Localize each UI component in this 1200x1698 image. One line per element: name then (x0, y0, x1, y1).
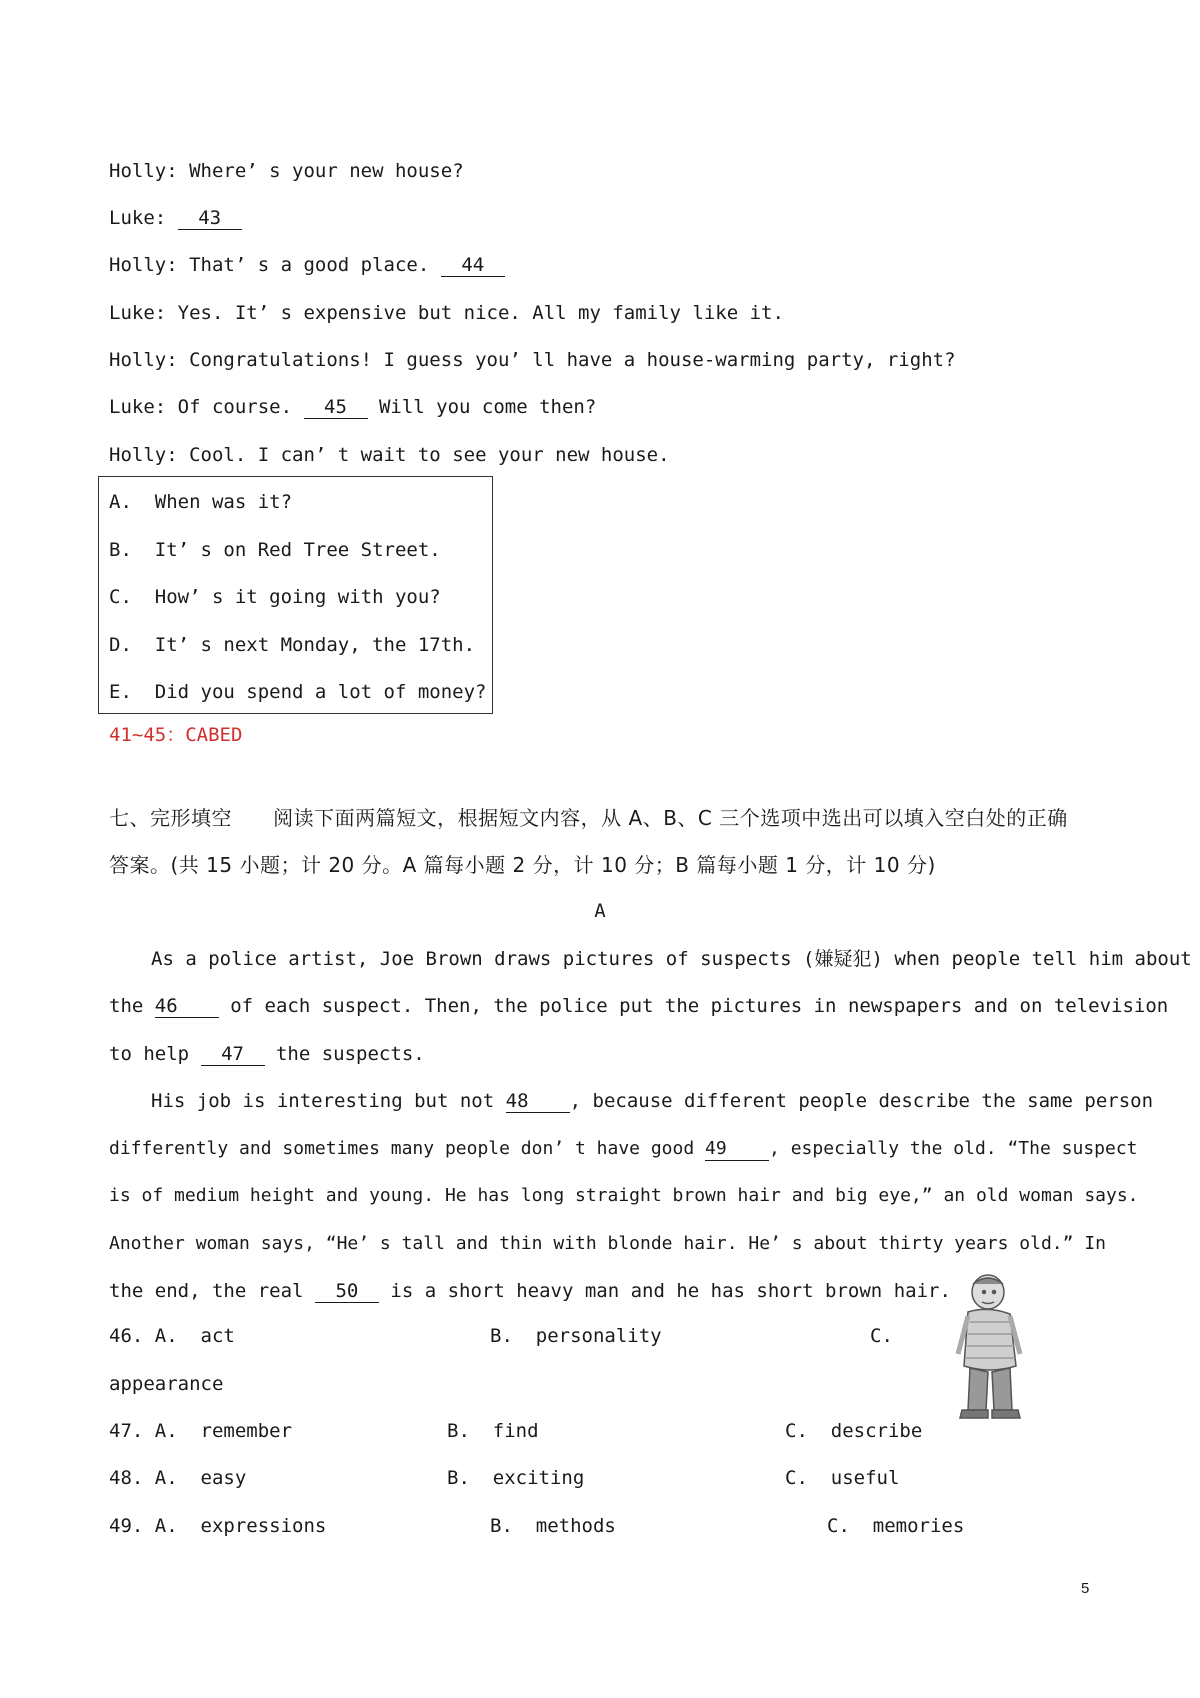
dialogue-line-7 (109, 442, 670, 468)
speaker: Holly: (109, 349, 178, 371)
blank-47: 47 (201, 1043, 265, 1066)
dialogue-line-3 (109, 252, 505, 278)
option-c: C. How’ s it going with you? (109, 586, 441, 608)
passage-line-2 (109, 993, 1169, 1019)
option-a: A. When was it? (109, 491, 293, 513)
passage-text: to help (109, 1043, 190, 1065)
speaker: Luke: (109, 396, 167, 418)
blank-48: 48 (506, 1090, 570, 1113)
passage-text: , especially the old. “The suspect (769, 1138, 1138, 1159)
dialogue-text: That’ s a good place. (189, 254, 430, 276)
dialogue-text: Of course. (177, 396, 293, 418)
choice-a: A. expressions (154, 1515, 327, 1537)
question-46-choice-c-cont: appearance (109, 1373, 224, 1395)
passage-text: differently and sometimes many people don’ t have good (109, 1138, 695, 1159)
section-instruction: 阅读下面两篇短文，根据短文内容，从 A、B、C 三个选项中选出可以填入空白处的正确 (273, 806, 1068, 830)
question-46 (109, 1325, 235, 1347)
speaker: Holly: (109, 160, 178, 182)
speaker: Holly: (109, 444, 178, 466)
speaker: Holly: (109, 254, 178, 276)
section-title: 七、完形填空 (109, 806, 232, 830)
question-49-choice-b: B. methods (490, 1515, 616, 1537)
question-49 (109, 1515, 326, 1537)
blank-43: 43 (178, 207, 242, 230)
blank-46: 46 (155, 995, 219, 1018)
question-46-choice-c: C. (870, 1325, 893, 1347)
blank-50: 50 (315, 1280, 379, 1303)
blank-44: 44 (441, 254, 505, 277)
question-48 (109, 1467, 246, 1489)
dialogue-line-6 (109, 394, 596, 420)
page-number: 5 (1081, 1580, 1090, 1597)
dialogue-text: Cool. I can’ t wait to see your new house. (189, 444, 670, 466)
dialogue-line-1 (109, 158, 464, 184)
question-49-choice-c: C. memories (827, 1515, 965, 1537)
passage-label: A (594, 900, 606, 922)
choice-a: A. act (154, 1325, 235, 1347)
passage-line-7: Another woman says, “He’ s tall and thin with blonde hair. He’ s about thirty years old.” In (109, 1233, 1106, 1254)
question-46-choice-b: B. personality (490, 1325, 662, 1347)
passage-text: His job is interesting but not (151, 1090, 495, 1112)
dialogue-text: Congratulations! I guess you’ ll have a house-warming party, right? (189, 349, 956, 371)
dialogue-text: Yes. It’ s expensive but nice. All my family like it. (177, 302, 784, 324)
option-e: E. Did you spend a lot of money? (109, 681, 487, 703)
passage-text: the end, the real (109, 1280, 304, 1302)
passage-line-5 (109, 1136, 1138, 1162)
passage-line-6: is of medium height and young. He has long straight brown hair and big eye,” an old woman says. (109, 1185, 1139, 1206)
speaker: Luke: (109, 302, 167, 324)
passage-text: of each suspect. Then, the police put the pictures in newspapers and on television (230, 995, 1169, 1017)
question-number: 47. (109, 1420, 144, 1442)
question-number: 46. (109, 1325, 144, 1347)
dialogue-text: Where’ s your new house? (189, 160, 464, 182)
option-d: D. It’ s next Monday, the 17th. (109, 634, 476, 656)
question-48-choice-b: B. exciting (447, 1467, 585, 1489)
passage-text: , because different people describe the same person (569, 1090, 1154, 1112)
question-number: 49. (109, 1515, 144, 1537)
passage-text: is a short heavy man and he has short brown hair. (390, 1280, 951, 1302)
dialogue-line-5 (109, 347, 956, 373)
passage-line-3 (109, 1041, 1094, 1067)
question-47-choice-c: C. describe (785, 1420, 923, 1442)
passage-text: the suspects. (275, 1043, 425, 1065)
choice-a: A. remember (154, 1420, 293, 1442)
question-48-choice-c: C. useful (785, 1467, 900, 1489)
passage-line-4 (151, 1088, 1154, 1114)
question-number: 48. (109, 1467, 144, 1489)
speaker: Luke: (109, 207, 167, 229)
dialogue-line-4 (109, 300, 784, 326)
answer-key: 41~45：CABED (109, 724, 243, 746)
blank-49: 49 (705, 1138, 769, 1161)
suspect-illustration (940, 1270, 1045, 1430)
section-heading (109, 804, 1068, 832)
blank-45: 45 (304, 396, 368, 419)
choice-a: A. easy (154, 1467, 247, 1489)
dialogue-text: Will you come then? (378, 396, 597, 418)
option-b: B. It’ s on Red Tree Street. (109, 539, 441, 561)
passage-text: the (109, 995, 144, 1017)
section-instruction-2: 答案。(共 15 小题；计 20 分。A 篇每小题 2 分，计 10 分；B 篇每小题 1 分，计 10 分) (109, 853, 936, 877)
dialogue-line-2 (109, 205, 242, 231)
question-47 (109, 1420, 292, 1442)
question-47-choice-b: B. find (447, 1420, 539, 1442)
passage-line-1: As a police artist, Joe Brown draws pictures of suspects (嫌疑犯) when people tell him about (151, 948, 1192, 970)
